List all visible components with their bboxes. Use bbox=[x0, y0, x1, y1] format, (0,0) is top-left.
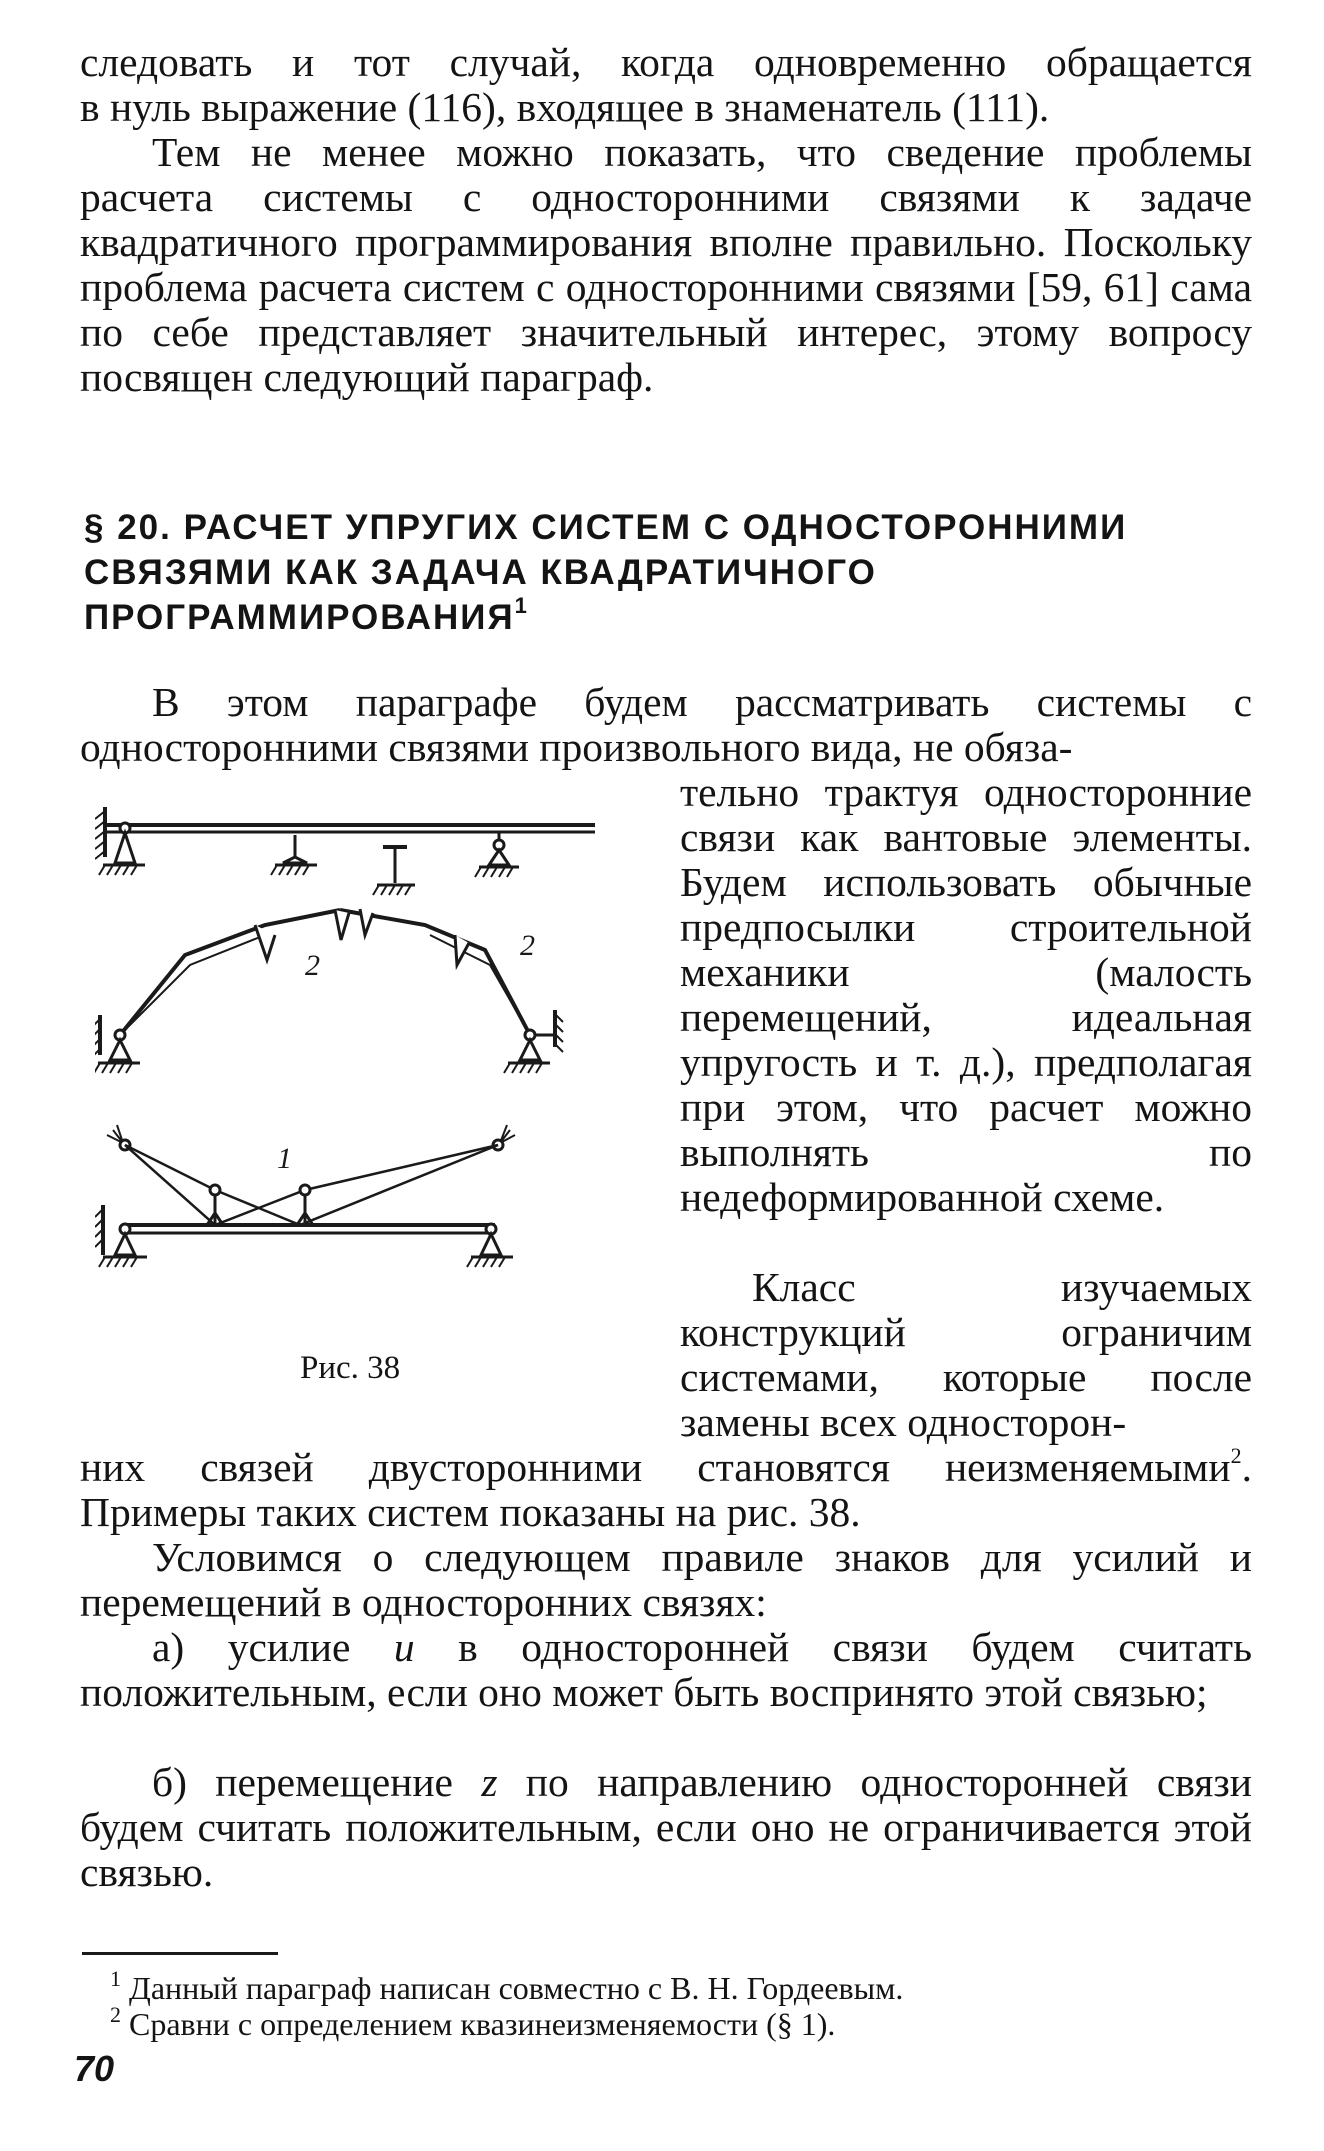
para1-line-1: следовать и тот случай, когда одновременно обращается bbox=[80, 39, 1252, 85]
footnote-2-text: Сравни с определением квазинеизменяемости (§ 1). bbox=[129, 2006, 836, 2042]
section-heading-text: § 20. РАСЧЕТ УПРУГИХ СИСТЕМ С ОДНОСТОРОННИМИ СВЯЗЯМИ КАК ЗАДАЧА КВАДРАТИЧНОГО ПРОГРАММИРОВАНИЯ bbox=[84, 508, 1128, 637]
section-heading bbox=[84, 505, 1234, 640]
item-a-rest: в односторонней связи будем считать положительным, если оно может быть воспринято этой связью; bbox=[80, 1624, 1252, 1715]
footnote-1-text: Данный параграф написан совместно с В. Н. Гордеевым. bbox=[129, 1970, 904, 2006]
beam-system bbox=[95, 807, 595, 895]
label-2b: 2 bbox=[305, 949, 320, 982]
paragraph-intro: Тем не менее можно показать, что сведение проблемы расчета системы с односторонними связями к задаче квадратичного программирования вполне правильно. Поскольку проблема расчета систем с односторонними связями [59, 61] сама по себе представляет значительный интерес, этому вопросу посвящен следующий параграф. bbox=[80, 129, 1252, 400]
item-a-prefix: а) усилие bbox=[152, 1624, 394, 1670]
footnote-1 bbox=[110, 1968, 1250, 2008]
para4-bottom-text: них связей двусторонними становятся неизменяемыми bbox=[80, 1444, 1231, 1490]
label-2a: 2 bbox=[520, 929, 535, 962]
para4-bottom-end: . bbox=[1241, 1444, 1252, 1490]
truss-system bbox=[95, 1125, 515, 1267]
footnote-separator bbox=[82, 1952, 278, 1955]
figure-caption: Рис. 38 bbox=[300, 1350, 401, 1386]
list-item-a bbox=[80, 1625, 1252, 1715]
paragraph-continued bbox=[80, 40, 1252, 130]
paragraph-class-wrap: Класс изучаемых конструкций ограничим системами, которые после замены всех односторон- bbox=[680, 1264, 1252, 1445]
page-number: 70 bbox=[74, 2048, 115, 2089]
figure-38-diagram bbox=[95, 785, 625, 1405]
paragraph-systems-wrap: тельно трактуя односторонние связи как вантовые элементы. Будем использовать обычные предпосылки строительной механики (малость перемещений, идеальная упругость и т. д.), предполагая при этом, что расчет можно выполнять по недеформированной схеме. bbox=[680, 769, 1252, 1220]
item-b-var: z bbox=[481, 1759, 498, 1805]
paragraph-systems-top: В этом параграфе будем рассматривать системы с односторонними связями произвольного вида, не обяза- bbox=[80, 679, 1252, 770]
paragraph-class-bottom bbox=[80, 1445, 1252, 1535]
para4-line-2: Примеры таких систем показаны на рис. 38. bbox=[80, 1489, 861, 1535]
footnote-2 bbox=[110, 2004, 1250, 2044]
para1-line-2: в нуль выражение (116), входящее в знаменатель (111). bbox=[80, 84, 1050, 130]
list-item-b bbox=[80, 1760, 1252, 1895]
footnote-1-mark: 1 bbox=[110, 1966, 121, 1991]
footnote-2-mark: 2 bbox=[110, 2002, 121, 2027]
para4-footnote-mark: 2 bbox=[1230, 1443, 1242, 1468]
item-b-rest: по направлению односторонней связи будем считать положительным, если оно не ограничивается этой связью. bbox=[80, 1759, 1252, 1895]
item-a-var: u bbox=[393, 1624, 415, 1670]
paragraph-sign-rule: Условимся о следующем правиле знаков для усилий и перемещений в односторонних связях: bbox=[80, 1534, 1252, 1625]
heading-footnote-mark: 1 bbox=[514, 593, 529, 618]
arch-system bbox=[95, 909, 563, 1073]
para4-bottom-line bbox=[80, 1445, 1252, 1490]
label-1: 1 bbox=[277, 1142, 292, 1175]
item-b-prefix: б) перемещение bbox=[152, 1759, 482, 1805]
